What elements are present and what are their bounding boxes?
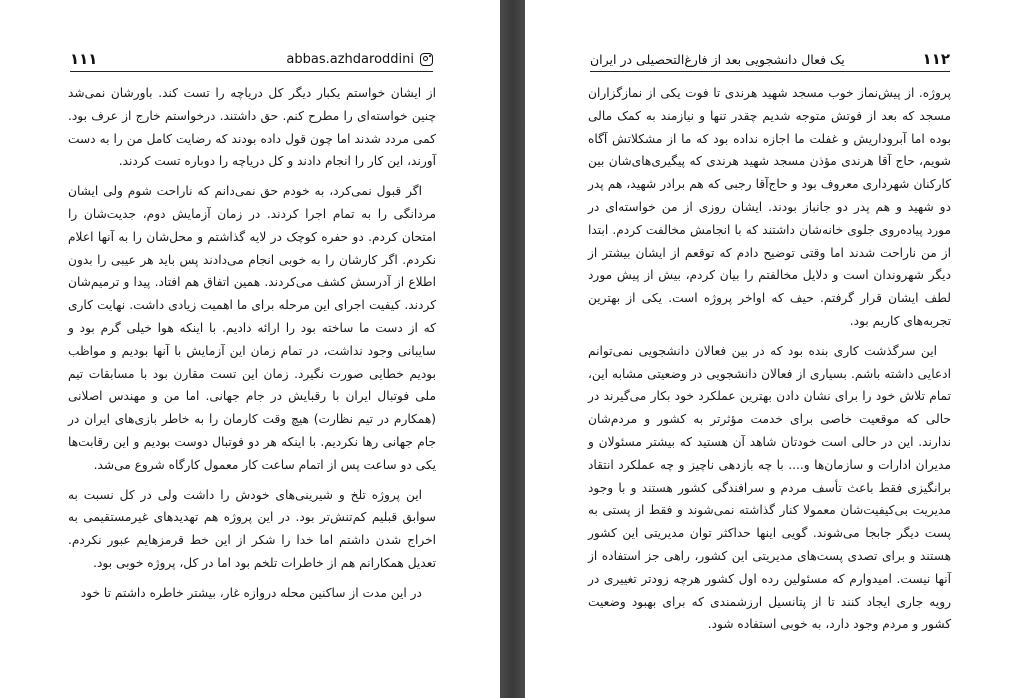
right-page-number: ۱۱۲ (922, 50, 950, 68)
left-page (0, 0, 500, 698)
right-page-body (588, 82, 951, 643)
right-page (525, 0, 1024, 698)
instagram-icon (420, 53, 433, 66)
author-handle-text: abbas.azhdaroddini (286, 51, 414, 67)
left-page-body (68, 82, 436, 612)
left-page-number: ۱۱۱ (70, 50, 98, 68)
paragraph: این سرگذشت کاری بنده بود که در بین فعالان دانشجویی نمی‌توانم ادعایی داشته باشم. بسیاری از فعالان دانشجویی در وضعیتی مشابه این، تمام تلاش خود را برای نشان دادن بهترین عملکرد خود بکار می‌گیرند در حالی که موقعیت خاصی برای خدمت مؤثرتر به کشور و مردم‌شان ندارند. این در حالی است خودتان شاهد آن هستید که بیشتر مسئولان و مدیران ادارات و سازمان‌ها و.... با چه بازدهی ناچیز و چه عملکرد انتقاد برانگیزی فقط باعث تأسف مردم و سرافندگی کشور هستند و با وجود مدیریت بی‌کیفیت‌شان معمولا کنار گذاشته نمی‌شوند و فقط از پستی به پست دیگر جابجا می‌شوند. گویی اینها حداکثر توان مدیریتی این کشور هستند و برای تصدی پست‌های مدیریتی این کشور، راهی جز استفاده از آنها نیست. امیدوارم که مسئولین رده اول کشور هرچه زودتر تغییری در رویه جاری ایجاد کنند تا از پتانسیل ارزشمندی که برای بهبود وضعیت کشور و مردم وجود دارد، به خوبی استفاده شود. (588, 343, 951, 632)
author-handle (286, 52, 433, 67)
paragraph: این پروژه تلخ و شیرینی‌های خودش را داشت ولی در کل نسبت به سوابق قبلیم کم‌تنش‌تر بود. در این پروژه هم تهدیدهای غیرمستقیمی به اخراج شدن داشتم اما خدا را شکر از این خط قرمزهایم عبور نکردم. تعدیل همکارانم هم از خاطرات تلخم بود اما در کل، پروژه خوبی بود. (68, 487, 436, 570)
paragraph: اگر قبول نمی‌کرد، به خودم حق نمی‌دانم که ناراحت شوم ولی ایشان مردانگی را به تمام اجرا کردند. در زمان آزمایش دوم، جدیت‌شان را امتحان کردم. دو حفره کوچک در لایه گذاشتم و محل‌شان را به آنها اعلام نکردم. اگر کارشان را به خوبی انجام می‌دادند پس باید هر عیبی را بدون اطلاع از آدرسش کشف می‌کردند. همین اتفاق هم افتاد. پیدا و ترمیم‌شان کردند. کیفیت اجرای این مرحله برای ما اهمیت زیادی داشت. نهایت کاری که از دست ما ساخته بود را ارائه دادیم. با اینکه هوا خیلی گرم بود و سایبانی وجود نداشت، در تمام زمان این آزمایش با آنها بودیم و مواظب بودیم خطایی صورت نگیرد. زمان این تست مقارن بود با مسابقات تیم ملی فوتبال ایران با رقبایش در جام جهانی. اما من و مهندس اصلانی (همکارم در تیم نظارت) هیچ وقت کارمان را به خاطر بازی‌های ایران در جام جهانی رها نکردیم. با اینکه هر دو فوتبال دوست بودیم و این رقابت‌ها یکی دو ساعت پس از اتمام ساعت کار معمول کارگاه شروع می‌شد. (68, 184, 436, 472)
left-page-header (70, 47, 433, 72)
running-title: یک فعال دانشجویی بعد از فارغ‌التحصیلی در ایران (590, 51, 845, 67)
paragraph: از ایشان خواستم یکبار دیگر کل دریاچه را تست کند. باورشان نمی‌شد چنین خواسته‌ای را مطرح کنم. حق داشتند. درخواستم خارج از عرف بود. کمی مردد شدند اما چون قول داده بودند که رضایت کامل من را به دست آورند، این کار را انجام دادند و کل دریاچه را دوباره تست کردند. (68, 86, 436, 169)
right-page-header (590, 47, 950, 72)
paragraph: پروژه. از پیش‌نماز خوب مسجد شهید هرندی تا فوت یکی از نمازگزاران مسجد که بعد از فوتش متوجه شدیم چقدر تنها و نیازمند به کمک مالی بوده اما آبروداریش و غفلت ما اجازه نداده بود که ما از مشکلاتش آگاه شویم، حاج آقا هرندی مؤذن مسجد شهید هرندی که پیگیری‌های‌شان بین کارکنان شهرداری معروف بود و حاج‌آقا رجبی که هم برادر شهید، هم پدر دو شهید و هم پدر دو جانباز بودند. ایشان روزی از من خواسته‌ای در مورد پیاده‌روی جلوی خانه‌شان داشتند که با انجامش مخالفت کردم. ابتدا از من ناراحت شدند اما وقتی توضیح دادم که توقعم از ایشان بیشتر از دیگر شهروندان است و دلایل مخالفتم را بیان کردم، بیش از پیش مورد لطف ایشان قرار گرفتم. حیف که اواخر پروژه است. یکی از بهترین تجربه‌های کاریم بود. (588, 86, 951, 328)
paragraph: در این مدت از ساکنین محله دروازه غار، بیشتر خاطره داشتم تا خود (80, 585, 422, 600)
book-spine (500, 0, 525, 698)
